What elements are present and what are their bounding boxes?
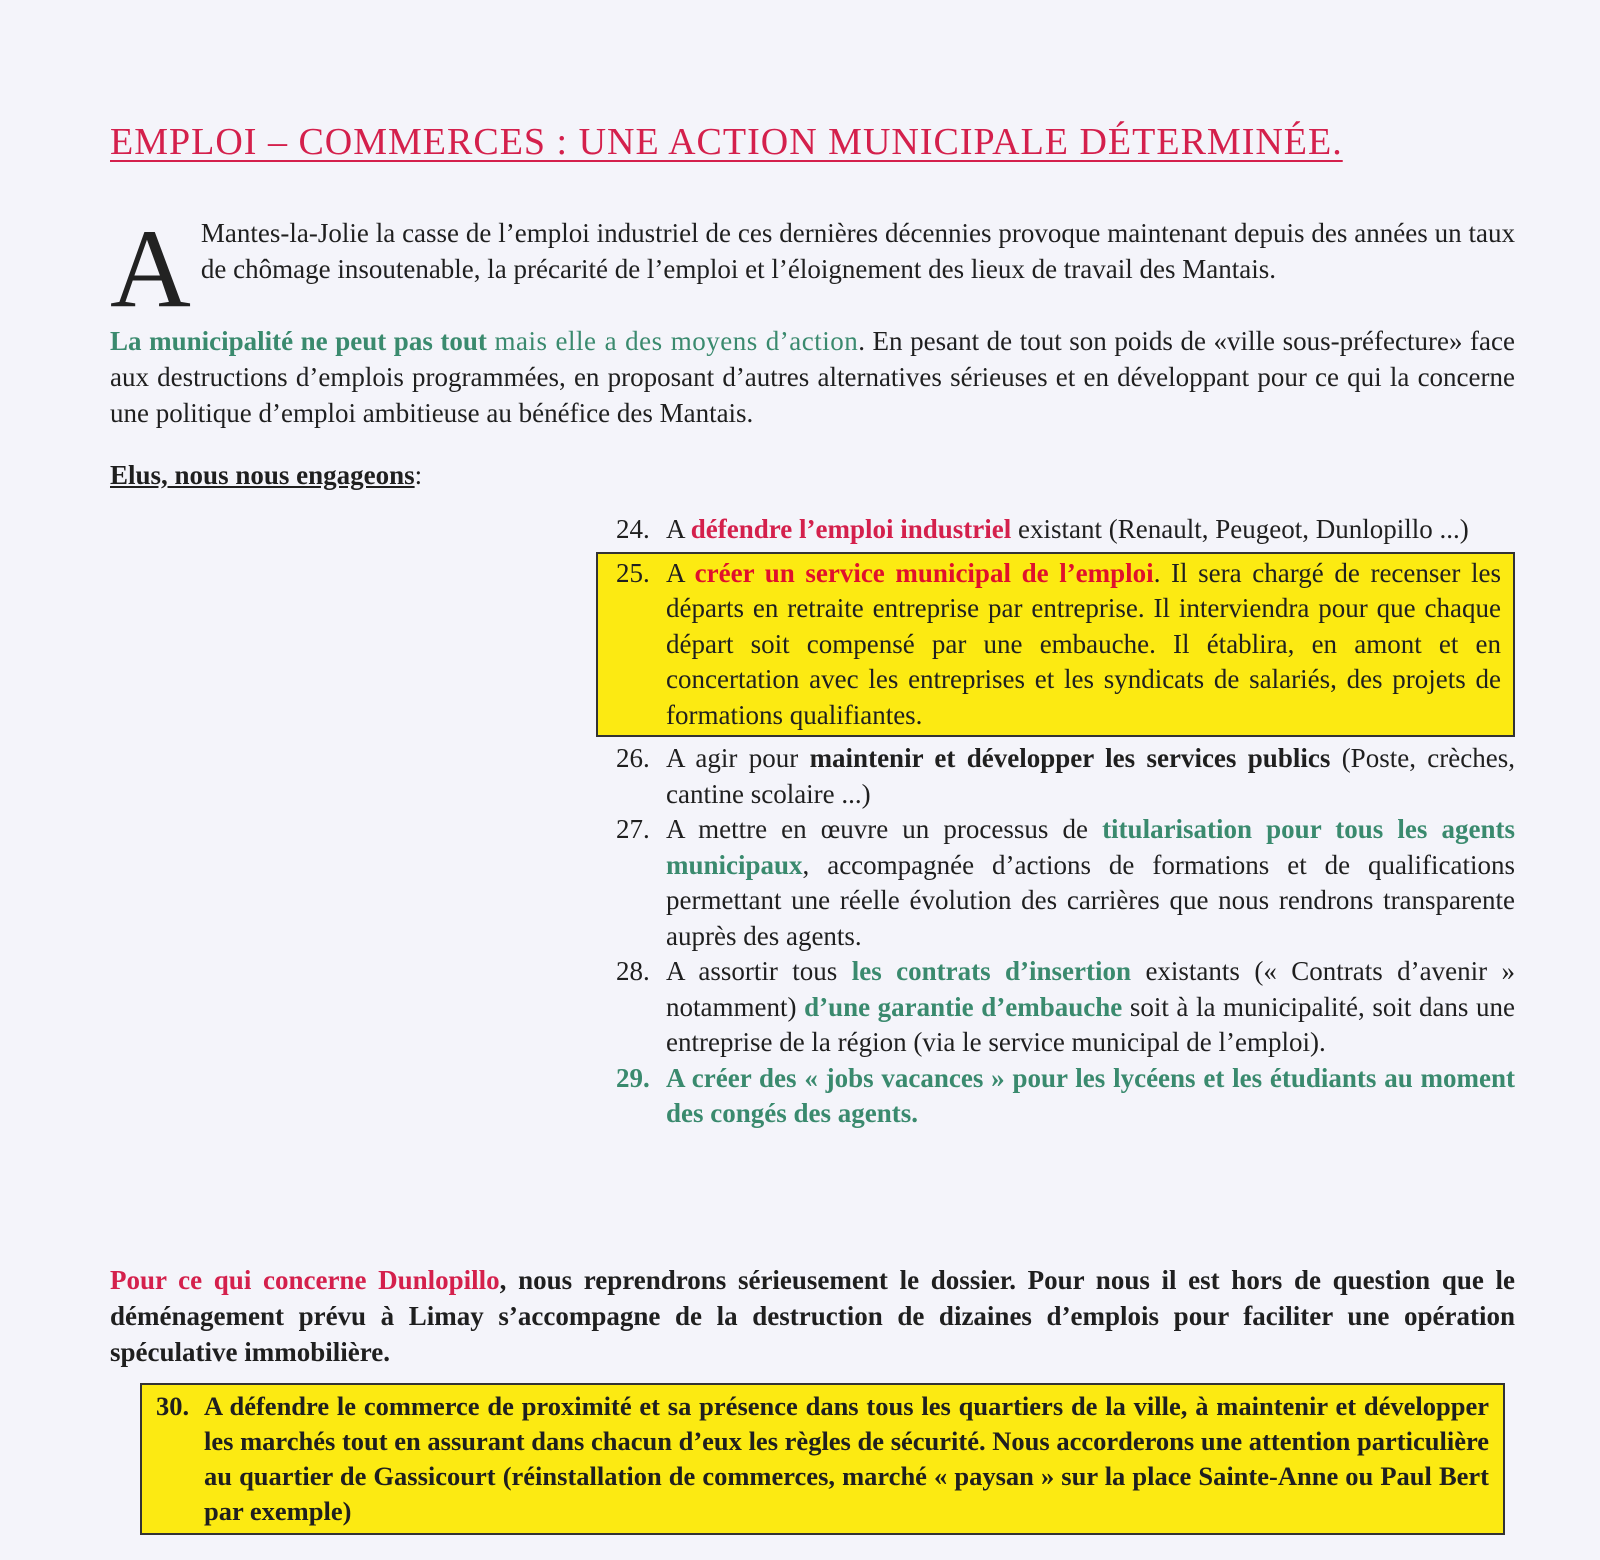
municipality-paragraph — [110, 323, 1515, 431]
item-highlight: maintenir et développer les services publics — [809, 743, 1331, 773]
commitment-list — [610, 512, 1515, 1132]
item-text: existants (« Contrats d’avenir » notamment) — [666, 956, 1515, 1022]
item-text: A créer des « jobs vacances » pour les lycéens et les étudiants au moment des congés des agents. — [666, 1062, 1515, 1128]
list-item-25 — [610, 556, 1501, 734]
list-item-30 — [156, 1389, 1489, 1529]
list-item-28 — [610, 954, 1515, 1061]
list-item-27 — [610, 812, 1515, 954]
intro-text: Mantes-la-Jolie la casse de l’emploi industriel de ces dernières décennies provoque maintenant depuis des années un taux de chômage insoutenable, la précarité de l’emploi et l’éloignement des lieux de travail des Mantais. — [200, 218, 1515, 284]
list-item-26 — [610, 741, 1515, 812]
item-text: soit à la municipalité, soit dans une entreprise de la région (via le service municipal de l’emploi). — [666, 991, 1516, 1057]
item-highlight: d’une garantie d’embauche — [804, 991, 1123, 1022]
item-highlight: titularisation pour tous les agents municipaux — [666, 814, 1515, 880]
item-text: A — [666, 557, 695, 588]
item-number: 29. — [616, 1062, 650, 1093]
intro-paragraph — [110, 207, 1515, 331]
item-text: existant (Renault, Peugeot, Dunlopillo ...) — [1011, 514, 1469, 544]
item-text: A agir pour — [666, 743, 810, 773]
item-number: 30. — [156, 1391, 190, 1421]
item-number: 27. — [616, 814, 650, 844]
item-text: A mettre en œuvre un processus de — [666, 814, 1103, 844]
dunlopillo-rest: , nous reprendrons sérieusement le dossier. Pour nous il est hors de question que le déménagement prévu à Limay s’accompagne de la destruction de dizaines d’emplois pour faciliter une opération spéculative immobilière. — [110, 1265, 1515, 1367]
highlight-box-30 — [140, 1383, 1505, 1535]
item-number: 28. — [616, 956, 650, 986]
item-number: 24. — [616, 514, 650, 544]
item-number: 26. — [616, 743, 650, 773]
municipality-highlight-b: mais elle a des moyens d’action — [494, 326, 859, 356]
drop-cap: A — [110, 207, 191, 331]
engage-colon: : — [414, 460, 423, 490]
municipality-rest: . En pesant de tout son poids de «ville sous-préfecture» face aux destructions d’emplois programmées, en proposant d’autres alternatives sérieuses et en développant pour ce qui la concerne une politique d’emploi ambitieuse au bénéfice des Mantais. — [110, 326, 1515, 428]
engage-label: Elus, nous nous engageons — [110, 460, 415, 490]
engage-heading — [110, 460, 422, 491]
item-highlight: créer un service municipal de l’emploi — [694, 557, 1154, 588]
list-item-24 — [610, 512, 1515, 548]
municipality-highlight-a: La municipalité ne peut pas tout — [110, 326, 487, 356]
item-text: A défendre le commerce de proximité et sa présence dans tous les quartiers de la ville, à maintenir et développer les marchés tout en assurant dans chacun d’eux les règles de sécurité. Nous accorderons une attention particulière au quartier de Gassicourt (réinstallation de commerces, marché « paysan » sur la place Sainte-Anne ou Paul Bert par exemple) — [204, 1391, 1489, 1526]
item-highlight: les contrats d’insertion — [851, 956, 1132, 986]
item-text: (Poste, crèches, cantine scolaire ...) — [666, 743, 1515, 809]
item-text: . Il sera chargé de recenser les départs en retraite entreprise par entreprise. Il interviendra pour que chaque départ soit compensé par une embauche. Il établira, en amont et en concertation avec les entreprises et les syndicats de salariés, des projets de formations qualifiantes. — [666, 557, 1501, 730]
dunlopillo-highlight: Pour ce qui concerne Dunlopillo — [110, 1265, 500, 1295]
dunlopillo-paragraph — [110, 1262, 1515, 1370]
highlight-box-25 — [596, 552, 1515, 738]
item-text: , accompagnée d’actions de formations et de qualifications permettant une réelle évolution des carrières que nous rendrons transparente auprès des agents. — [666, 849, 1515, 951]
page-title: EMPLOI – COMMERCES : UNE ACTION MUNICIPALE DÉTERMINÉE. — [110, 121, 1343, 163]
list-item-29 — [610, 1061, 1515, 1132]
item-number: 25. — [616, 557, 650, 588]
item-highlight: défendre l’emploi industriel — [690, 514, 1012, 544]
item-text: A — [666, 514, 691, 544]
item-text: A assortir tous — [666, 956, 852, 986]
